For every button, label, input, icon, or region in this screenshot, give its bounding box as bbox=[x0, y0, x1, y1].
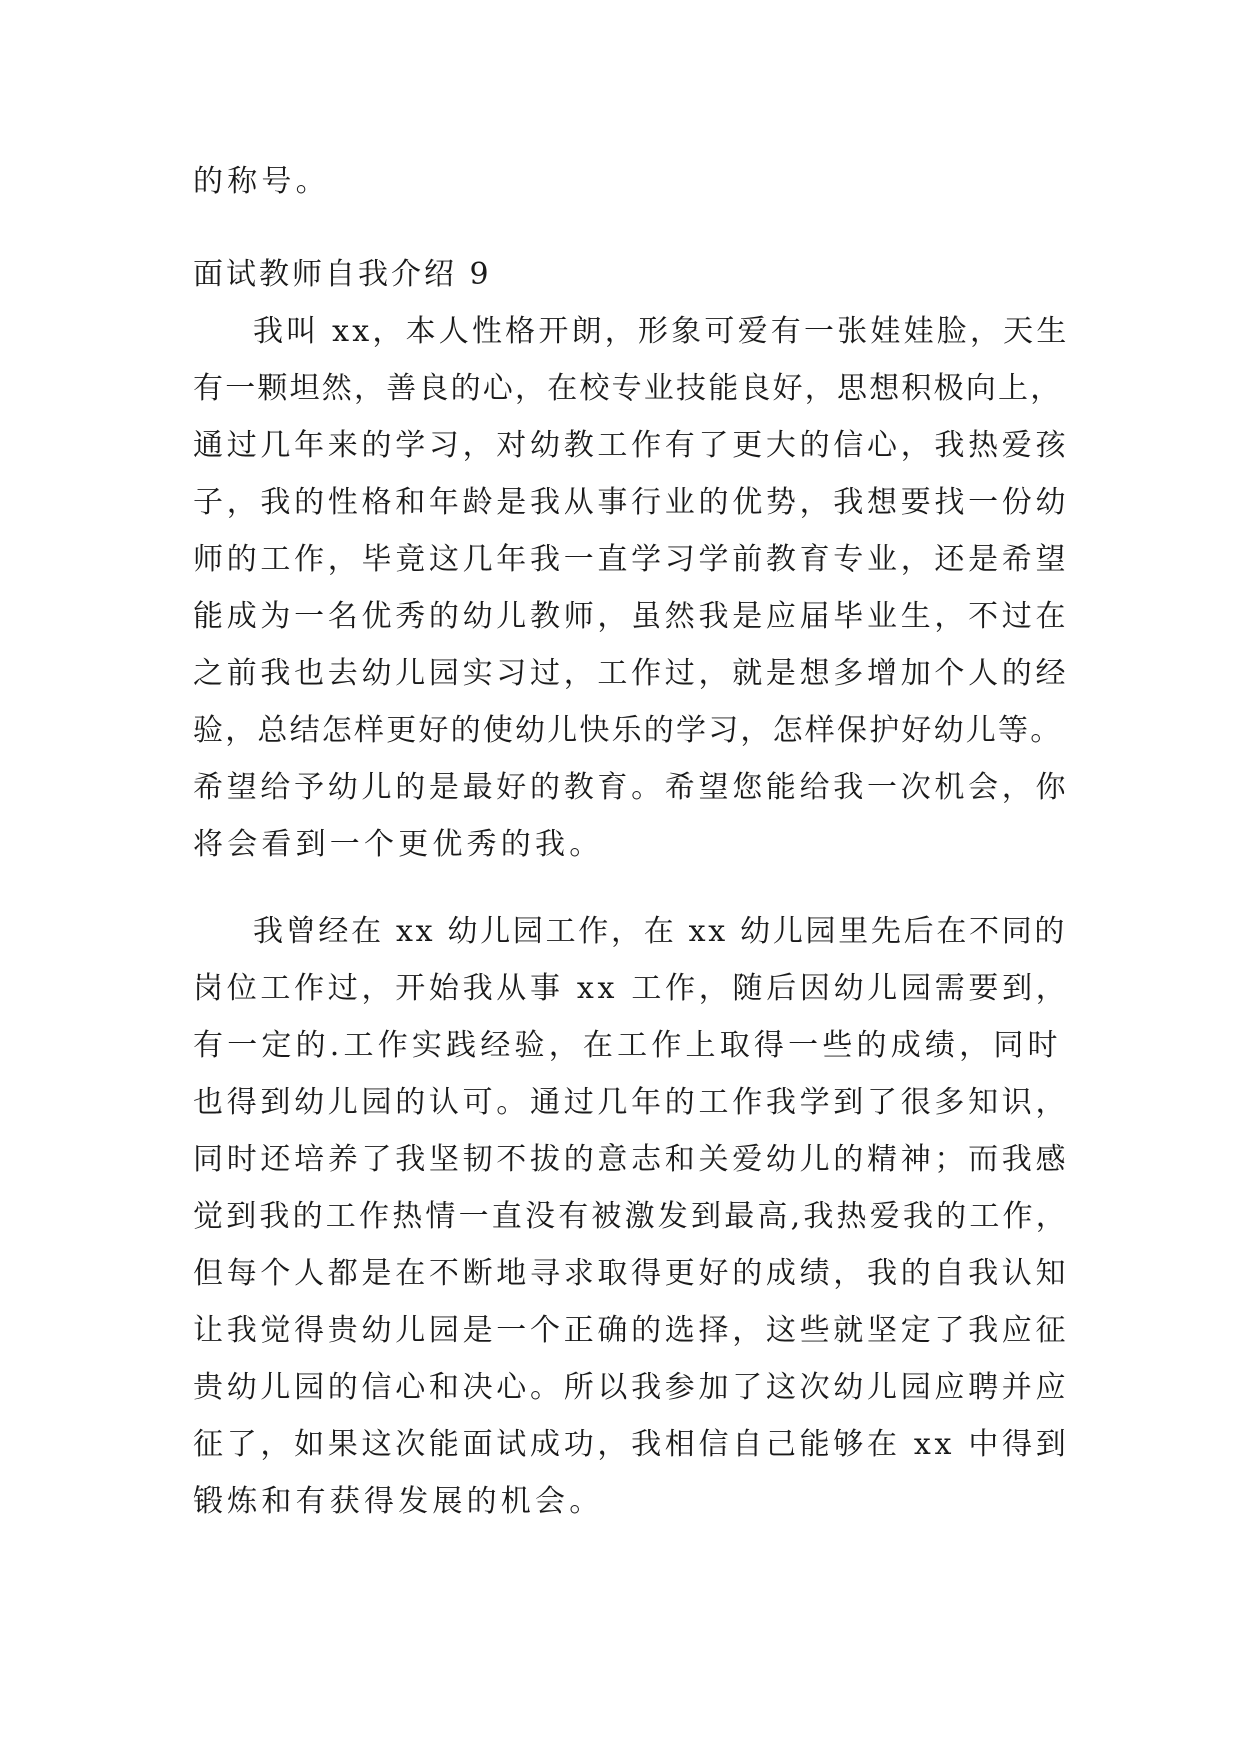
text-line: 觉到我的工作热情一直没有被激发到最高,我热爱我的工作， bbox=[193, 1199, 1069, 1234]
text-line: 将会看到一个更优秀的我。 bbox=[193, 827, 604, 862]
text-line: 的称号。 bbox=[193, 164, 330, 199]
text-line: 也得到幼儿园的认可。通过几年的工作我学到了很多知识， bbox=[193, 1085, 1070, 1120]
text-line: 岗位工作过，开始我从事 xx 工作，随后因幼儿园需要到， bbox=[193, 971, 1070, 1006]
text-line: 但每个人都是在不断地寻求取得更好的成绩，我的自我认知 bbox=[193, 1256, 1070, 1291]
text-line: 能成为一名优秀的幼儿教师，虽然我是应届毕业生，不过在 bbox=[193, 599, 1070, 634]
text-line: 希望给予幼儿的是最好的教育。希望您能给我一次机会，你 bbox=[193, 770, 1070, 805]
text-line: 锻炼和有获得发展的机会。 bbox=[193, 1484, 604, 1519]
text-line: 通过几年来的学习，对幼教工作有了更大的信心，我热爱孩 bbox=[193, 428, 1070, 463]
text-line: 有一定的.工作实践经验，在工作上取得一些的成绩，同时 bbox=[193, 1028, 1062, 1063]
text-line: 让我觉得贵幼儿园是一个正确的选择，这些就坚定了我应征 bbox=[193, 1313, 1070, 1348]
text-line: 验，总结怎样更好的使幼儿快乐的学习，怎样保护好幼儿等。 bbox=[193, 713, 1063, 748]
section-heading: 面试教师自我介绍 9 bbox=[193, 257, 492, 292]
text-line: 征了，如果这次能面试成功，我相信自己能够在 xx 中得到 bbox=[193, 1427, 1070, 1462]
text-line: 有一颗坦然，善良的心，在校专业技能良好，思想积极向上， bbox=[193, 371, 1063, 406]
text-line: 之前我也去幼儿园实习过，工作过，就是想多增加个人的经 bbox=[193, 656, 1070, 691]
paragraph-first-line: 我叫 xx，本人性格开朗，形象可爱有一张娃娃脸，天生 bbox=[253, 314, 1070, 349]
paragraph-first-line: 我曾经在 xx 幼儿园工作，在 xx 幼儿园里先后在不同的 bbox=[253, 914, 1068, 949]
text-line: 贵幼儿园的信心和决心。所以我参加了这次幼儿园应聘并应 bbox=[193, 1370, 1070, 1405]
text-line: 师的工作，毕竟这几年我一直学习学前教育专业，还是希望 bbox=[193, 542, 1070, 577]
text-line: 子，我的性格和年龄是我从事行业的优势，我想要找一份幼 bbox=[193, 485, 1070, 520]
text-line: 同时还培养了我坚韧不拔的意志和关爱幼儿的精神；而我感 bbox=[193, 1142, 1070, 1177]
